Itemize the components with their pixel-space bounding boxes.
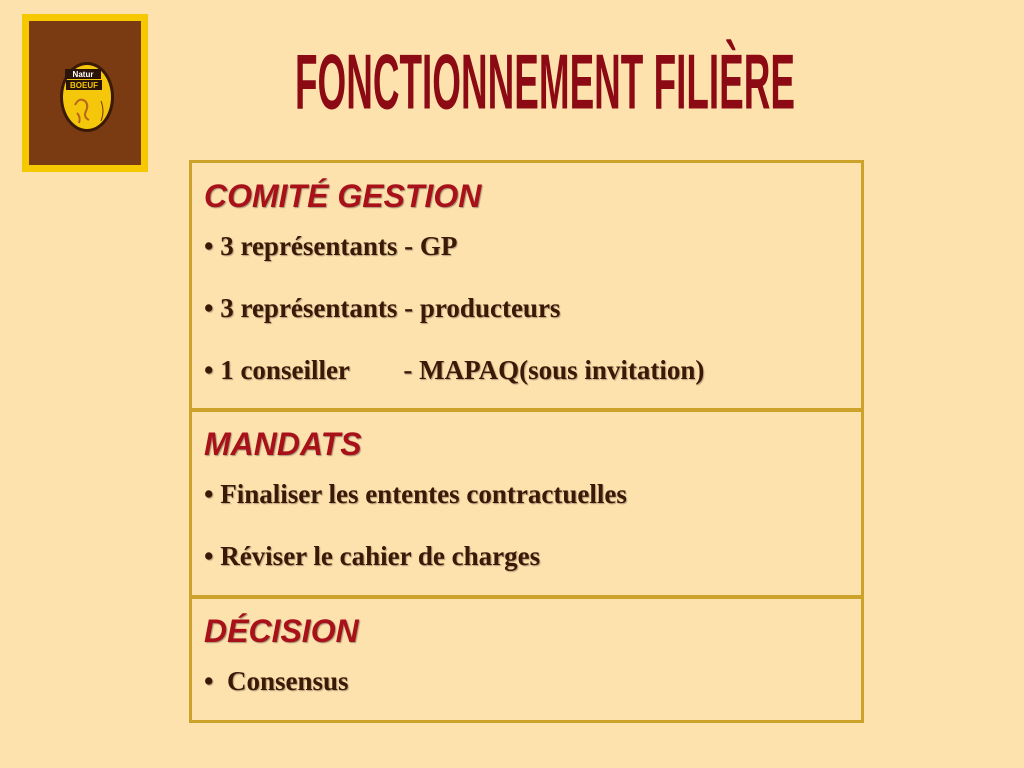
list-item: • Finaliser les ententes contractuelles xyxy=(204,479,627,509)
logo-emblem xyxy=(29,21,141,165)
page-title xyxy=(260,28,830,128)
section-heading: DÉCISION xyxy=(204,613,359,649)
section-heading: MANDATS xyxy=(204,426,362,462)
brand-logo xyxy=(22,14,148,172)
list-item: • 3 représentants - producteurs xyxy=(204,293,561,323)
list-item: • 1 conseiller - MAPAQ(sous invitation) xyxy=(204,355,705,385)
section-list xyxy=(204,225,849,411)
section-heading: COMITÉ GESTION xyxy=(204,178,482,214)
section-decision xyxy=(189,595,864,723)
page-title-text: FONCTIONNEMENT FILIÈRE xyxy=(295,37,795,126)
list-item: • Consensus xyxy=(204,666,349,696)
section-mandats xyxy=(189,408,864,599)
section-list xyxy=(204,660,849,708)
section-comite-gestion xyxy=(189,160,864,412)
section-list xyxy=(204,473,849,597)
list-item: • 3 représentants - GP xyxy=(204,231,458,261)
logo-brand-bottom: BOEUF xyxy=(70,81,98,90)
logo-brand-top: Natur xyxy=(72,70,94,79)
list-item: • Réviser le cahier de charges xyxy=(204,541,541,571)
